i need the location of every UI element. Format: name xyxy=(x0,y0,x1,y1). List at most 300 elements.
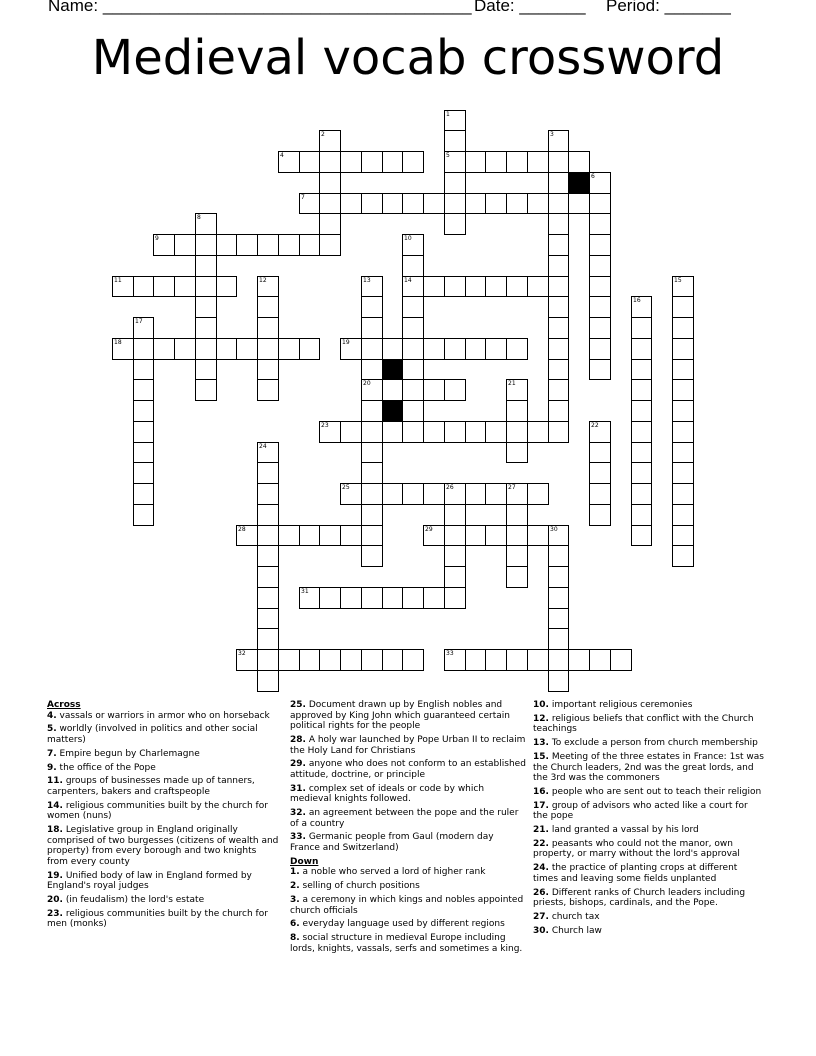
grid-cell[interactable] xyxy=(402,338,424,360)
grid-cell[interactable] xyxy=(278,151,300,173)
clue-number: 19 xyxy=(342,339,350,346)
clue-num: 3. xyxy=(290,895,300,905)
grid-cell[interactable] xyxy=(361,483,383,505)
grid-cell[interactable] xyxy=(340,421,362,443)
grid-cell[interactable] xyxy=(319,649,341,671)
grid-cell[interactable] xyxy=(402,379,424,401)
grid-cell[interactable] xyxy=(195,317,217,339)
grid-cell[interactable] xyxy=(423,379,445,401)
grid-cell[interactable] xyxy=(672,296,694,318)
grid-cell[interactable] xyxy=(631,483,652,505)
grid-cell[interactable] xyxy=(548,421,569,443)
grid-cell[interactable] xyxy=(548,608,569,629)
clue-text: people who are sent out to teach their religion xyxy=(548,786,762,797)
grid-cell[interactable] xyxy=(133,462,154,484)
grid-cell[interactable] xyxy=(672,400,694,422)
grid-cell[interactable] xyxy=(506,566,528,588)
grid-cell[interactable] xyxy=(402,421,424,443)
grid-cell[interactable] xyxy=(236,649,258,671)
grid-cell[interactable] xyxy=(382,379,403,401)
grid-cell[interactable] xyxy=(257,317,279,339)
across-clue xyxy=(290,759,526,780)
grid-cell[interactable] xyxy=(319,130,341,152)
grid-cell[interactable] xyxy=(257,670,279,692)
grid-cell[interactable] xyxy=(548,296,569,318)
across-clue xyxy=(47,895,279,906)
grid-cell[interactable] xyxy=(382,649,403,671)
grid-cell[interactable] xyxy=(361,649,383,671)
grid-cell[interactable] xyxy=(195,255,217,277)
grid-cell[interactable] xyxy=(340,649,362,671)
grid-cell[interactable] xyxy=(506,379,528,401)
grid-cell[interactable] xyxy=(319,421,341,443)
grid-cell[interactable] xyxy=(257,649,279,671)
grid-cell[interactable] xyxy=(195,359,217,380)
grid-cell[interactable] xyxy=(133,359,154,380)
grid-cell[interactable] xyxy=(133,483,154,505)
grid-cell[interactable] xyxy=(382,587,403,609)
grid-cell[interactable] xyxy=(548,566,569,588)
grid-cell[interactable] xyxy=(444,504,466,526)
grid-cell[interactable] xyxy=(361,462,383,484)
grid-cell[interactable] xyxy=(382,483,403,505)
grid-cell[interactable] xyxy=(548,213,569,235)
grid-cell[interactable] xyxy=(444,110,466,131)
grid-cell[interactable] xyxy=(402,483,424,505)
grid-cell[interactable] xyxy=(589,317,611,339)
grid-cell[interactable] xyxy=(672,462,694,484)
period-label: Period: xyxy=(606,0,660,15)
clue-text: complex set of ideals or code by which medieval knights followed. xyxy=(290,783,485,805)
grid-cell[interactable] xyxy=(589,276,611,297)
grid-cell[interactable] xyxy=(257,338,279,360)
clue-number: 25 xyxy=(342,484,350,491)
grid-cell[interactable] xyxy=(485,421,507,443)
grid-cell[interactable] xyxy=(589,213,611,235)
down-clue xyxy=(533,801,765,822)
grid-cell[interactable] xyxy=(299,338,320,360)
grid-cell[interactable] xyxy=(153,276,175,297)
grid-cell[interactable] xyxy=(527,483,549,505)
grid-cell[interactable] xyxy=(548,172,569,194)
grid-cell[interactable] xyxy=(257,234,279,256)
grid-cell[interactable] xyxy=(631,504,652,526)
grid-cell[interactable] xyxy=(361,379,383,401)
grid-cell[interactable] xyxy=(548,400,569,422)
down-clue xyxy=(533,714,765,735)
grid-cell[interactable] xyxy=(361,442,383,463)
grid-cell[interactable] xyxy=(278,338,300,360)
across-clue xyxy=(47,871,279,892)
grid-cell[interactable] xyxy=(133,442,154,463)
clue-num: 20. xyxy=(47,895,63,905)
grid-cell[interactable] xyxy=(444,483,466,505)
grid-cell[interactable] xyxy=(216,276,237,297)
grid-cell[interactable] xyxy=(506,338,528,360)
clue-column-3 xyxy=(533,700,765,940)
grid-cell[interactable] xyxy=(548,359,569,380)
grid-cell[interactable] xyxy=(402,400,424,422)
grid-cell[interactable] xyxy=(340,151,362,173)
grid-cell[interactable] xyxy=(257,504,279,526)
grid-cell[interactable] xyxy=(423,193,445,214)
grid-cell[interactable] xyxy=(444,649,466,671)
period-blank[interactable]: _______ xyxy=(664,0,731,15)
grid-cell[interactable] xyxy=(299,587,320,609)
grid-cell[interactable] xyxy=(485,276,507,297)
clue-num: 9. xyxy=(47,762,57,773)
grid-cell[interactable] xyxy=(257,276,279,297)
grid-cell[interactable] xyxy=(506,504,528,526)
grid-cell[interactable] xyxy=(672,421,694,443)
grid-cell[interactable] xyxy=(527,649,549,671)
grid-cell[interactable] xyxy=(402,296,424,318)
grid-cell[interactable] xyxy=(133,504,154,526)
grid-cell[interactable] xyxy=(444,193,466,214)
grid-cell[interactable] xyxy=(257,587,279,609)
clue-num: 2. xyxy=(290,881,300,892)
grid-cell[interactable] xyxy=(548,670,569,692)
grid-cell[interactable] xyxy=(257,379,279,401)
grid-cell[interactable] xyxy=(444,545,466,567)
grid-cell[interactable] xyxy=(257,462,279,484)
grid-cell[interactable] xyxy=(361,421,383,443)
clue-num: 11. xyxy=(47,776,63,787)
grid-cell[interactable] xyxy=(527,276,549,297)
grid-cell[interactable] xyxy=(257,545,279,567)
grid-cell[interactable] xyxy=(465,649,486,671)
grid-cell[interactable] xyxy=(195,379,217,401)
grid-cell[interactable] xyxy=(423,421,445,443)
grid-cell[interactable] xyxy=(444,566,466,588)
clue-number: 17 xyxy=(135,318,143,325)
grid-cell[interactable] xyxy=(340,525,362,546)
grid-cell[interactable] xyxy=(361,525,383,546)
grid-cell[interactable] xyxy=(174,276,196,297)
grid-cell[interactable] xyxy=(506,276,528,297)
grid-cell[interactable] xyxy=(361,400,383,422)
grid-cell[interactable] xyxy=(672,379,694,401)
grid-cell[interactable] xyxy=(236,525,258,546)
grid-cell[interactable] xyxy=(278,525,300,546)
grid-cell[interactable] xyxy=(672,483,694,505)
grid-cell[interactable] xyxy=(444,421,466,443)
grid-cell[interactable] xyxy=(506,483,528,505)
grid-cell[interactable] xyxy=(465,276,486,297)
grid-cell[interactable] xyxy=(672,545,694,567)
clue-num: 32. xyxy=(290,808,306,819)
clue-number: 2 xyxy=(321,131,325,138)
clue-num: 14. xyxy=(47,800,63,811)
grid-cell[interactable] xyxy=(133,400,154,422)
grid-cell[interactable] xyxy=(548,338,569,360)
grid-cell[interactable] xyxy=(589,338,611,360)
grid-cell[interactable] xyxy=(174,234,196,256)
grid-cell[interactable] xyxy=(402,359,424,380)
grid-cell[interactable] xyxy=(319,234,341,256)
grid-cell[interactable] xyxy=(589,172,611,194)
clue-number: 4 xyxy=(280,152,284,159)
grid-cell[interactable] xyxy=(444,379,466,401)
grid-cell[interactable] xyxy=(423,276,445,297)
grid-cell[interactable] xyxy=(444,151,466,173)
grid-cell[interactable] xyxy=(278,649,300,671)
clue-text: group of advisors who acted like a court for the pope xyxy=(533,800,748,822)
grid-cell[interactable] xyxy=(423,587,445,609)
grid-cell[interactable] xyxy=(672,442,694,463)
grid-cell[interactable] xyxy=(361,317,383,339)
grid-cell[interactable] xyxy=(506,421,528,443)
grid-cell[interactable] xyxy=(589,234,611,256)
grid-cell[interactable] xyxy=(444,172,466,194)
clue-num: 30. xyxy=(533,925,549,936)
grid-cell[interactable] xyxy=(402,193,424,214)
grid-cell[interactable] xyxy=(548,130,569,152)
grid-cell[interactable] xyxy=(506,151,528,173)
grid-cell[interactable] xyxy=(195,234,217,256)
grid-cell[interactable] xyxy=(589,359,611,380)
grid-cell[interactable] xyxy=(672,359,694,380)
clue-number: 23 xyxy=(321,422,329,429)
grid-cell[interactable] xyxy=(465,483,486,505)
grid-cell[interactable] xyxy=(133,317,154,339)
clue-text: Church law xyxy=(548,925,602,936)
black-cell xyxy=(568,172,590,194)
grid-cell[interactable] xyxy=(444,587,466,609)
clue-text: everyday language used by different regions xyxy=(299,919,505,930)
grid-cell[interactable] xyxy=(236,234,258,256)
grid-cell[interactable] xyxy=(548,525,569,546)
grid-cell[interactable] xyxy=(485,338,507,360)
grid-cell[interactable] xyxy=(402,649,424,671)
grid-cell[interactable] xyxy=(589,504,611,526)
grid-cell[interactable] xyxy=(257,525,279,546)
grid-cell[interactable] xyxy=(485,525,507,546)
grid-cell[interactable] xyxy=(361,359,383,380)
clue-number: 18 xyxy=(114,339,122,346)
grid-cell[interactable] xyxy=(444,525,466,546)
grid-cell[interactable] xyxy=(568,649,590,671)
grid-cell[interactable] xyxy=(423,525,445,546)
clue-number: 13 xyxy=(363,277,371,284)
grid-cell[interactable] xyxy=(361,545,383,567)
grid-cell[interactable] xyxy=(527,151,549,173)
grid-cell[interactable] xyxy=(589,421,611,443)
grid-cell[interactable] xyxy=(361,504,383,526)
grid-cell[interactable] xyxy=(361,151,383,173)
grid-cell[interactable] xyxy=(527,525,549,546)
grid-cell[interactable] xyxy=(133,276,154,297)
grid-cell[interactable] xyxy=(195,276,217,297)
grid-cell[interactable] xyxy=(174,338,196,360)
clue-number: 3 xyxy=(550,131,554,138)
grid-cell[interactable] xyxy=(589,442,611,463)
grid-cell[interactable] xyxy=(548,151,569,173)
grid-cell[interactable] xyxy=(361,338,383,360)
grid-cell[interactable] xyxy=(340,483,362,505)
grid-cell[interactable] xyxy=(589,649,611,671)
grid-cell[interactable] xyxy=(506,400,528,422)
grid-cell[interactable] xyxy=(319,213,341,235)
grid-cell[interactable] xyxy=(506,193,528,214)
grid-cell[interactable] xyxy=(361,587,383,609)
grid-cell[interactable] xyxy=(195,213,217,235)
grid-cell[interactable] xyxy=(257,442,279,463)
grid-cell[interactable] xyxy=(485,483,507,505)
grid-cell[interactable] xyxy=(382,151,403,173)
grid-cell[interactable] xyxy=(548,649,569,671)
grid-cell[interactable] xyxy=(465,338,486,360)
grid-cell[interactable] xyxy=(444,338,466,360)
grid-cell[interactable] xyxy=(672,338,694,360)
grid-cell[interactable] xyxy=(257,296,279,318)
grid-cell[interactable] xyxy=(361,276,383,297)
grid-cell[interactable] xyxy=(319,172,341,194)
grid-cell[interactable] xyxy=(216,338,237,360)
grid-cell[interactable] xyxy=(485,193,507,214)
grid-cell[interactable] xyxy=(278,234,300,256)
grid-cell[interactable] xyxy=(672,504,694,526)
grid-cell[interactable] xyxy=(299,234,320,256)
clue-num: 25. xyxy=(290,700,306,710)
grid-cell[interactable] xyxy=(112,338,134,360)
grid-cell[interactable] xyxy=(257,566,279,588)
clue-number: 1 xyxy=(446,111,450,118)
grid-cell[interactable] xyxy=(672,525,694,546)
date-blank[interactable]: _______ xyxy=(519,0,586,15)
grid-cell[interactable] xyxy=(133,338,154,360)
grid-cell[interactable] xyxy=(631,462,652,484)
grid-cell[interactable] xyxy=(257,483,279,505)
grid-cell[interactable] xyxy=(402,255,424,277)
grid-cell[interactable] xyxy=(631,317,652,339)
grid-cell[interactable] xyxy=(548,255,569,277)
grid-cell[interactable] xyxy=(257,359,279,380)
grid-cell[interactable] xyxy=(361,193,383,214)
grid-cell[interactable] xyxy=(672,276,694,297)
grid-cell[interactable] xyxy=(402,317,424,339)
grid-cell[interactable] xyxy=(631,442,652,463)
grid-cell[interactable] xyxy=(402,276,424,297)
grid-cell[interactable] xyxy=(548,234,569,256)
grid-cell[interactable] xyxy=(465,193,486,214)
down-clue xyxy=(290,895,526,916)
grid-cell[interactable] xyxy=(153,338,175,360)
grid-cell[interactable] xyxy=(672,317,694,339)
grid-cell[interactable] xyxy=(527,193,549,214)
grid-cell[interactable] xyxy=(257,628,279,650)
grid-cell[interactable] xyxy=(548,317,569,339)
grid-cell[interactable] xyxy=(299,525,320,546)
grid-cell[interactable] xyxy=(568,193,590,214)
grid-cell[interactable] xyxy=(340,193,362,214)
grid-cell[interactable] xyxy=(589,255,611,277)
grid-cell[interactable] xyxy=(589,296,611,318)
grid-cell[interactable] xyxy=(444,213,466,235)
grid-cell[interactable] xyxy=(631,379,652,401)
grid-cell[interactable] xyxy=(548,628,569,650)
grid-cell[interactable] xyxy=(382,193,403,214)
grid-cell[interactable] xyxy=(340,338,362,360)
grid-cell[interactable] xyxy=(589,462,611,484)
grid-cell[interactable] xyxy=(610,649,632,671)
clue-text: anyone who does not conform to an established attitude, doctrine, or principle xyxy=(290,759,526,780)
grid-cell[interactable] xyxy=(589,483,611,505)
grid-cell[interactable] xyxy=(485,151,507,173)
grid-cell[interactable] xyxy=(506,442,528,463)
clue-text: important religious ceremonies xyxy=(548,700,693,710)
down-heading: Down xyxy=(290,856,319,867)
grid-cell[interactable] xyxy=(444,276,466,297)
grid-cell[interactable] xyxy=(568,151,590,173)
grid-cell[interactable] xyxy=(402,151,424,173)
grid-cell[interactable] xyxy=(133,379,154,401)
grid-cell[interactable] xyxy=(465,421,486,443)
grid-cell[interactable] xyxy=(299,649,320,671)
grid-cell[interactable] xyxy=(506,649,528,671)
grid-cell[interactable] xyxy=(257,608,279,629)
grid-cell[interactable] xyxy=(195,296,217,318)
grid-cell[interactable] xyxy=(216,234,237,256)
grid-cell[interactable] xyxy=(506,545,528,567)
grid-cell[interactable] xyxy=(631,296,652,318)
grid-cell[interactable] xyxy=(319,587,341,609)
grid-cell[interactable] xyxy=(548,587,569,609)
grid-cell[interactable] xyxy=(133,421,154,443)
black-cell xyxy=(382,400,403,422)
grid-cell[interactable] xyxy=(631,421,652,443)
grid-cell[interactable] xyxy=(548,193,569,214)
grid-cell[interactable] xyxy=(527,421,549,443)
grid-cell[interactable] xyxy=(402,587,424,609)
grid-cell[interactable] xyxy=(631,359,652,380)
grid-cell[interactable] xyxy=(236,338,258,360)
name-blank[interactable]: _______________________________________ xyxy=(102,0,472,15)
grid-cell[interactable] xyxy=(340,587,362,609)
grid-cell[interactable] xyxy=(465,151,486,173)
down-clue xyxy=(533,752,765,784)
grid-cell[interactable] xyxy=(548,276,569,297)
grid-cell[interactable] xyxy=(361,296,383,318)
down-clue xyxy=(533,825,765,836)
grid-cell[interactable] xyxy=(153,234,175,256)
grid-cell[interactable] xyxy=(631,338,652,360)
grid-cell[interactable] xyxy=(423,338,445,360)
across-clues-part-2 xyxy=(290,700,526,854)
grid-cell[interactable] xyxy=(299,151,320,173)
grid-cell[interactable] xyxy=(402,234,424,256)
grid-cell[interactable] xyxy=(444,130,466,152)
grid-cell[interactable] xyxy=(631,525,652,546)
clue-number: 24 xyxy=(259,443,267,450)
grid-cell[interactable] xyxy=(548,379,569,401)
grid-cell[interactable] xyxy=(423,483,445,505)
grid-cell[interactable] xyxy=(506,525,528,546)
grid-cell[interactable] xyxy=(299,193,320,214)
grid-cell[interactable] xyxy=(485,649,507,671)
grid-cell[interactable] xyxy=(319,151,341,173)
grid-cell[interactable] xyxy=(548,545,569,567)
grid-cell[interactable] xyxy=(589,193,611,214)
grid-cell[interactable] xyxy=(631,400,652,422)
grid-cell[interactable] xyxy=(465,525,486,546)
grid-cell[interactable] xyxy=(195,338,217,360)
grid-cell[interactable] xyxy=(382,338,403,360)
grid-cell[interactable] xyxy=(319,525,341,546)
grid-cell[interactable] xyxy=(319,193,341,214)
grid-cell[interactable] xyxy=(112,276,134,297)
grid-cell[interactable] xyxy=(382,421,403,443)
